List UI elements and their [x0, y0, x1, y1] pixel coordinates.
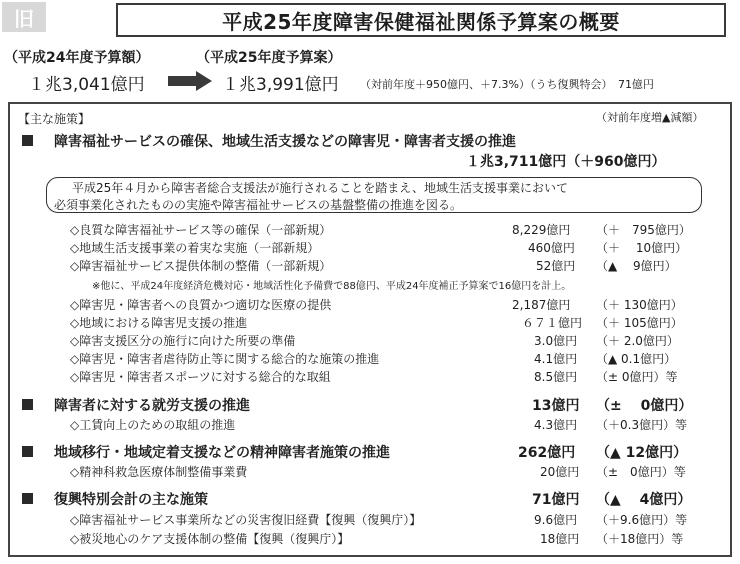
list-item-change: （＋ 795億円）	[596, 223, 691, 237]
unit-note: （対前年度増▲減額）	[596, 111, 704, 124]
frame-heading: 【主な施策】	[18, 112, 91, 126]
list-item-label: ◇良質な障害福祉サービス等の確保（一部新規）	[70, 223, 332, 237]
list-item-label: ◇精神科救急医療体制整備事業費	[70, 465, 248, 479]
section1-note-line2: 必須事業化されたものの実施や障害福祉サービスの基盤整備の推進を図る。	[54, 198, 463, 212]
list-item-change: （＋0.3億円）等	[596, 418, 688, 432]
list-item-amount: 20億円	[540, 465, 580, 479]
section3-title: 地域移行・地域定着支援などの精神障害者施策の推進	[54, 445, 390, 461]
title-bar	[116, 3, 726, 37]
section2-amount: 13億円	[532, 398, 580, 414]
curr-budget-label: （平成25年度予算案）	[196, 50, 342, 66]
list-item-label: ◇地域生活支援事業の着実な実施（一部新規）	[70, 241, 320, 255]
section-bullet-icon	[22, 493, 33, 504]
section1-total: １兆3,711億円（＋960億円）	[466, 154, 666, 170]
list-item-amount: 9.6億円	[534, 513, 578, 527]
header-logo: 旧	[2, 2, 46, 32]
section-bullet-icon	[22, 399, 33, 410]
list-item-change: （± 0億円）等	[596, 370, 678, 384]
list-item-label: ◇工賃向上のための取組の推進	[70, 418, 236, 432]
list-item-label: ◇障害福祉サービス事業所などの災害復旧経費【復興（復興庁）】	[70, 513, 422, 527]
list-item-change: （＋9.6億円）等	[596, 513, 688, 527]
list-item-change: （＋ 10億円）	[596, 241, 688, 255]
list-item-change: （＋ 105億円）	[596, 316, 683, 330]
section3-amount: 262億円	[518, 445, 576, 461]
section1-title: 障害福祉サービスの確保、地域生活支援などの障害児・障害者支援の推進	[54, 134, 516, 150]
list-item-change: （▲ 9億円）	[596, 259, 677, 273]
list-item-amount: 2,187億円	[512, 298, 571, 312]
curr-budget-value: １兆3,991億円	[222, 75, 339, 95]
list-item-change: （＋ 2.0億円）	[596, 334, 679, 348]
list-item-amount: 8,229億円	[512, 223, 571, 237]
list-item-label: ◇障害支援区分の施行に向けた所要の準備	[70, 334, 296, 348]
section4-title: 復興特別会計の主な施策	[54, 492, 208, 508]
list-item-amount: 4.1億円	[534, 352, 578, 366]
list-item-amount: 460億円	[528, 241, 575, 255]
list-item-change: （＋18億円）等	[596, 532, 684, 546]
list-item-amount: ６７１億円	[522, 316, 583, 330]
prev-budget-label: （平成24年度予算額）	[4, 50, 150, 66]
section4-change: （▲ 4億円）	[596, 492, 692, 508]
list-item-label: ◇障害児・障害者虐待防止等に関する総合的な施策の推進	[70, 352, 380, 366]
right-arrow-icon	[168, 71, 212, 91]
list-item-label: ◇地域における障害児支援の推進	[70, 316, 248, 330]
list-item-label: ◇障害児・障害者への良質かつ適切な医療の提供	[70, 298, 332, 312]
section-bullet-icon	[22, 446, 33, 457]
budget-comparison-note: （対前年度＋950億円、＋7.3%）（うち復興特会） 71億円	[360, 78, 654, 91]
section4-amount: 71億円	[532, 492, 580, 508]
section1-footnote: ※他に、平成24年度経済危機対応・地域活性化予備費で88億円、平成24年度補正予算案で16億円を計上。	[92, 281, 572, 292]
section3-change: （▲ 12億円）	[596, 445, 688, 461]
list-item-change: （＋ 130億円）	[596, 298, 683, 312]
prev-budget-value: １兆3,041億円	[28, 75, 145, 95]
list-item-label: ◇障害児・障害者スポーツに対する総合的な取組	[70, 370, 331, 384]
list-item-amount: 52億円	[536, 259, 576, 273]
list-item-amount: 8.5億円	[534, 370, 578, 384]
list-item-change: （▲ 0.1億円）	[596, 352, 677, 366]
list-item-change: （± 0億円）等	[596, 465, 686, 479]
section-bullet-icon	[22, 135, 33, 146]
list-item-amount: 4.3億円	[534, 418, 578, 432]
section1-note-line1: 平成25年４月から障害者総合支援法が施行されることを踏まえ、地域生活支援事業において	[72, 181, 568, 195]
list-item-label: ◇障害福祉サービス提供体制の整備（一部新規）	[70, 259, 332, 273]
list-item-amount: 18億円	[540, 532, 580, 546]
section2-title: 障害者に対する就労支援の推進	[54, 398, 250, 414]
page-title: 平成25年度障害保健福祉関係予算案の概要	[222, 9, 620, 34]
list-item-label: ◇被災地心のケア支援体制の整備【復興（復興庁）】	[70, 532, 350, 546]
section2-change: （± 0億円）	[596, 398, 693, 414]
list-item-amount: 3.0億円	[534, 334, 578, 348]
